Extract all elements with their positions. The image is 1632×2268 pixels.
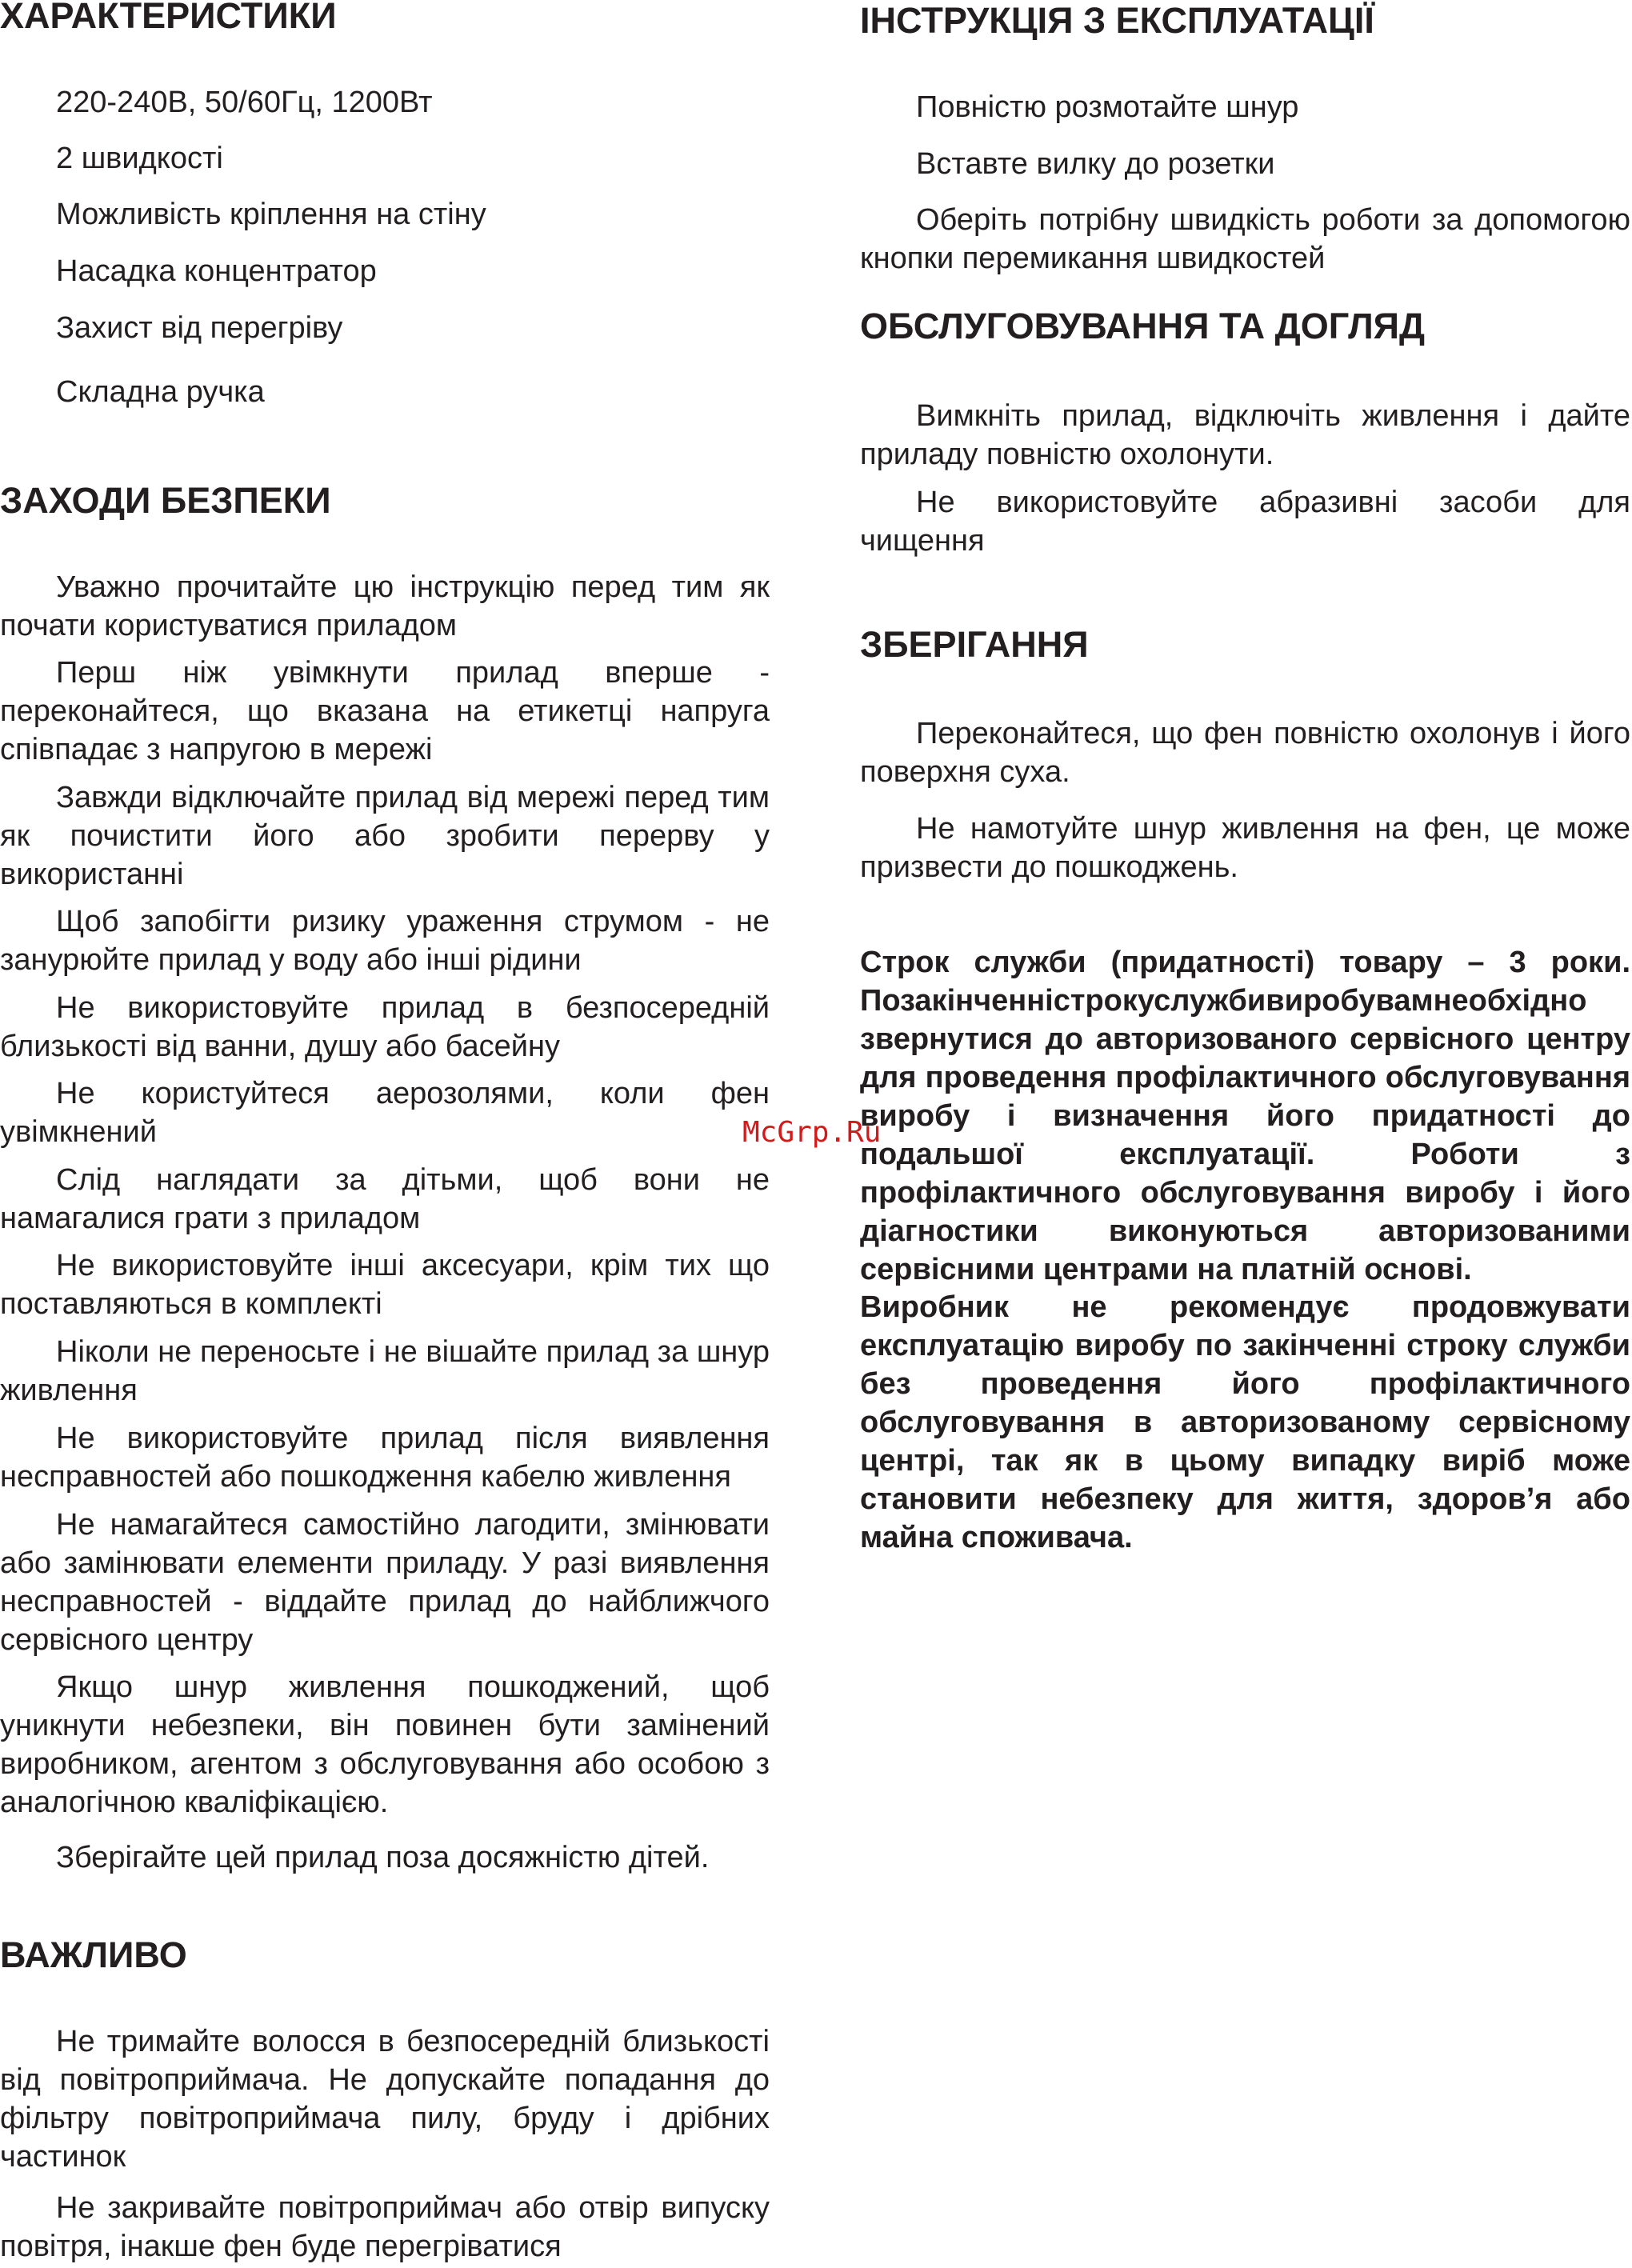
storage-paragraph: Переконайтеся, що фен повністю охолонув і його поверхня суха. xyxy=(860,717,1630,789)
storage-paragraph: Не намотуйте шнур живлення на фен, це може призвести до пошкоджень. xyxy=(860,812,1630,884)
maintenance-paragraph: Не використовуйте абразивні засоби для чищення xyxy=(860,486,1630,558)
spec-item: Захист від перегріву xyxy=(56,311,343,345)
important-paragraph: Не тримайте волосся в безпосередній близькості від повітроприймача. Не допускайте попадання до фільтру повітроприймача пилу, бруду і дрібних частинок xyxy=(0,2025,770,2174)
safety-paragraph: Якщо шнур живлення пошкоджений, щоб уникнути небезпеки, він повинен бути замінений виробником, агентом з обслуговування або особою з аналогічною кваліфікацією. xyxy=(0,1670,770,1819)
specs-heading: ХАРАКТЕРИСТИКИ xyxy=(0,0,337,36)
spec-item: 220-240В, 50/60Гц, 1200Вт xyxy=(56,86,433,119)
maintenance-heading: ОБСЛУГОВУВАННЯ ТА ДОГЛЯД xyxy=(860,306,1426,346)
instructions-heading: ІНСТРУКЦІЯ З ЕКСПЛУАТАЦІЇ xyxy=(860,0,1374,41)
safety-paragraph: Уважно прочитайте цю інструкцію перед тим як почати користуватися приладом xyxy=(0,570,770,642)
manufacturer-warning-paragraph: Виробник не рекомендує продовжувати експлуатацію виробу по закінченні строку служби без проведення його профілактичного обслуговування в авторизованому сервісному центрі, так як в цьому випадку виріб може становити небезпеку для життя, здоров’я або майна споживача. xyxy=(860,1290,1630,1554)
safety-paragraph: Не використовуйте прилад в безпосередній близькості від ванни, душу або басейну xyxy=(0,991,770,1063)
safety-paragraph: Не намагайтеся самостійно лагодити, змінювати або замінювати елементи приладу. У разі виявлення несправностей - віддайте прилад до найближчого сервісного центру xyxy=(0,1508,770,1657)
safety-paragraph: Ніколи не переносьте і не вішайте прилад за шнур живлення xyxy=(0,1335,770,1407)
storage-heading: ЗБЕРІГАННЯ xyxy=(860,624,1089,665)
safety-paragraph: Завжди відключайте прилад від мережі перед тим як почистити його або зробити перерву у використанні xyxy=(0,781,770,891)
instructions-paragraph: Вставте вилку до розетки xyxy=(916,147,1275,181)
safety-paragraph: Не користуйтеся аерозолями, коли фен увімкнений xyxy=(0,1077,770,1149)
instructions-paragraph: Оберіть потрібну швидкість роботи за допомогою кнопки перемикання швидкостей xyxy=(860,203,1630,275)
safety-paragraph: Щоб запобігти ризику ураження струмом - не занурюйте прилад у воду або інші рідини xyxy=(0,905,770,977)
safety-paragraph: Не використовуйте прилад після виявлення несправностей або пошкодження кабелю живлення xyxy=(0,1422,770,1494)
spec-item: Складна ручка xyxy=(56,375,265,409)
maintenance-paragraph: Вимкніть прилад, відключіть живлення і дайте приладу повністю охолонути. xyxy=(860,399,1630,471)
important-heading: ВАЖЛИВО xyxy=(0,1934,187,1975)
instructions-paragraph: Повністю розмотайте шнур xyxy=(916,90,1299,124)
safety-paragraph: Зберігайте цей прилад поза досяжністю дітей. xyxy=(56,1841,710,1874)
spec-item: 2 швидкості xyxy=(56,142,223,175)
safety-paragraph: Перш ніж увімкнути прилад вперше - переконайтеся, що вказана на етикетці напруга співпадає з напругою в мережі xyxy=(0,656,770,766)
service-life-paragraph: Строк служби (придатності) товару – 3 роки. Позакінченністрокуслужбивиробувамнеобхідно звернутися до авторизованого сервісного центру для проведення профілактичного обслуговування виробу і визначення його придатності до подальшої експлуатації. Роботи з профілактичного обслуговування виробу і його діагностики виконуються авторизованими сервісними центрами на платній основі. xyxy=(860,946,1630,1286)
spec-item: Можливість кріплення на стіну xyxy=(56,198,486,231)
spec-item: Насадка концентратор xyxy=(56,254,377,288)
safety-paragraph: Слід наглядати за дітьми, щоб вони не намагалися грати з приладом xyxy=(0,1163,770,1235)
safety-heading: ЗАХОДИ БЕЗПЕКИ xyxy=(0,480,331,521)
safety-paragraph: Не використовуйте інші аксесуари, крім тих що поставляються в комплекті xyxy=(0,1249,770,1321)
watermark-text: McGrp.Ru xyxy=(742,1116,882,1149)
important-paragraph: Не закривайте повітроприймач або отвір випуску повітря, інакше фен буде перегріватися xyxy=(0,2191,770,2263)
